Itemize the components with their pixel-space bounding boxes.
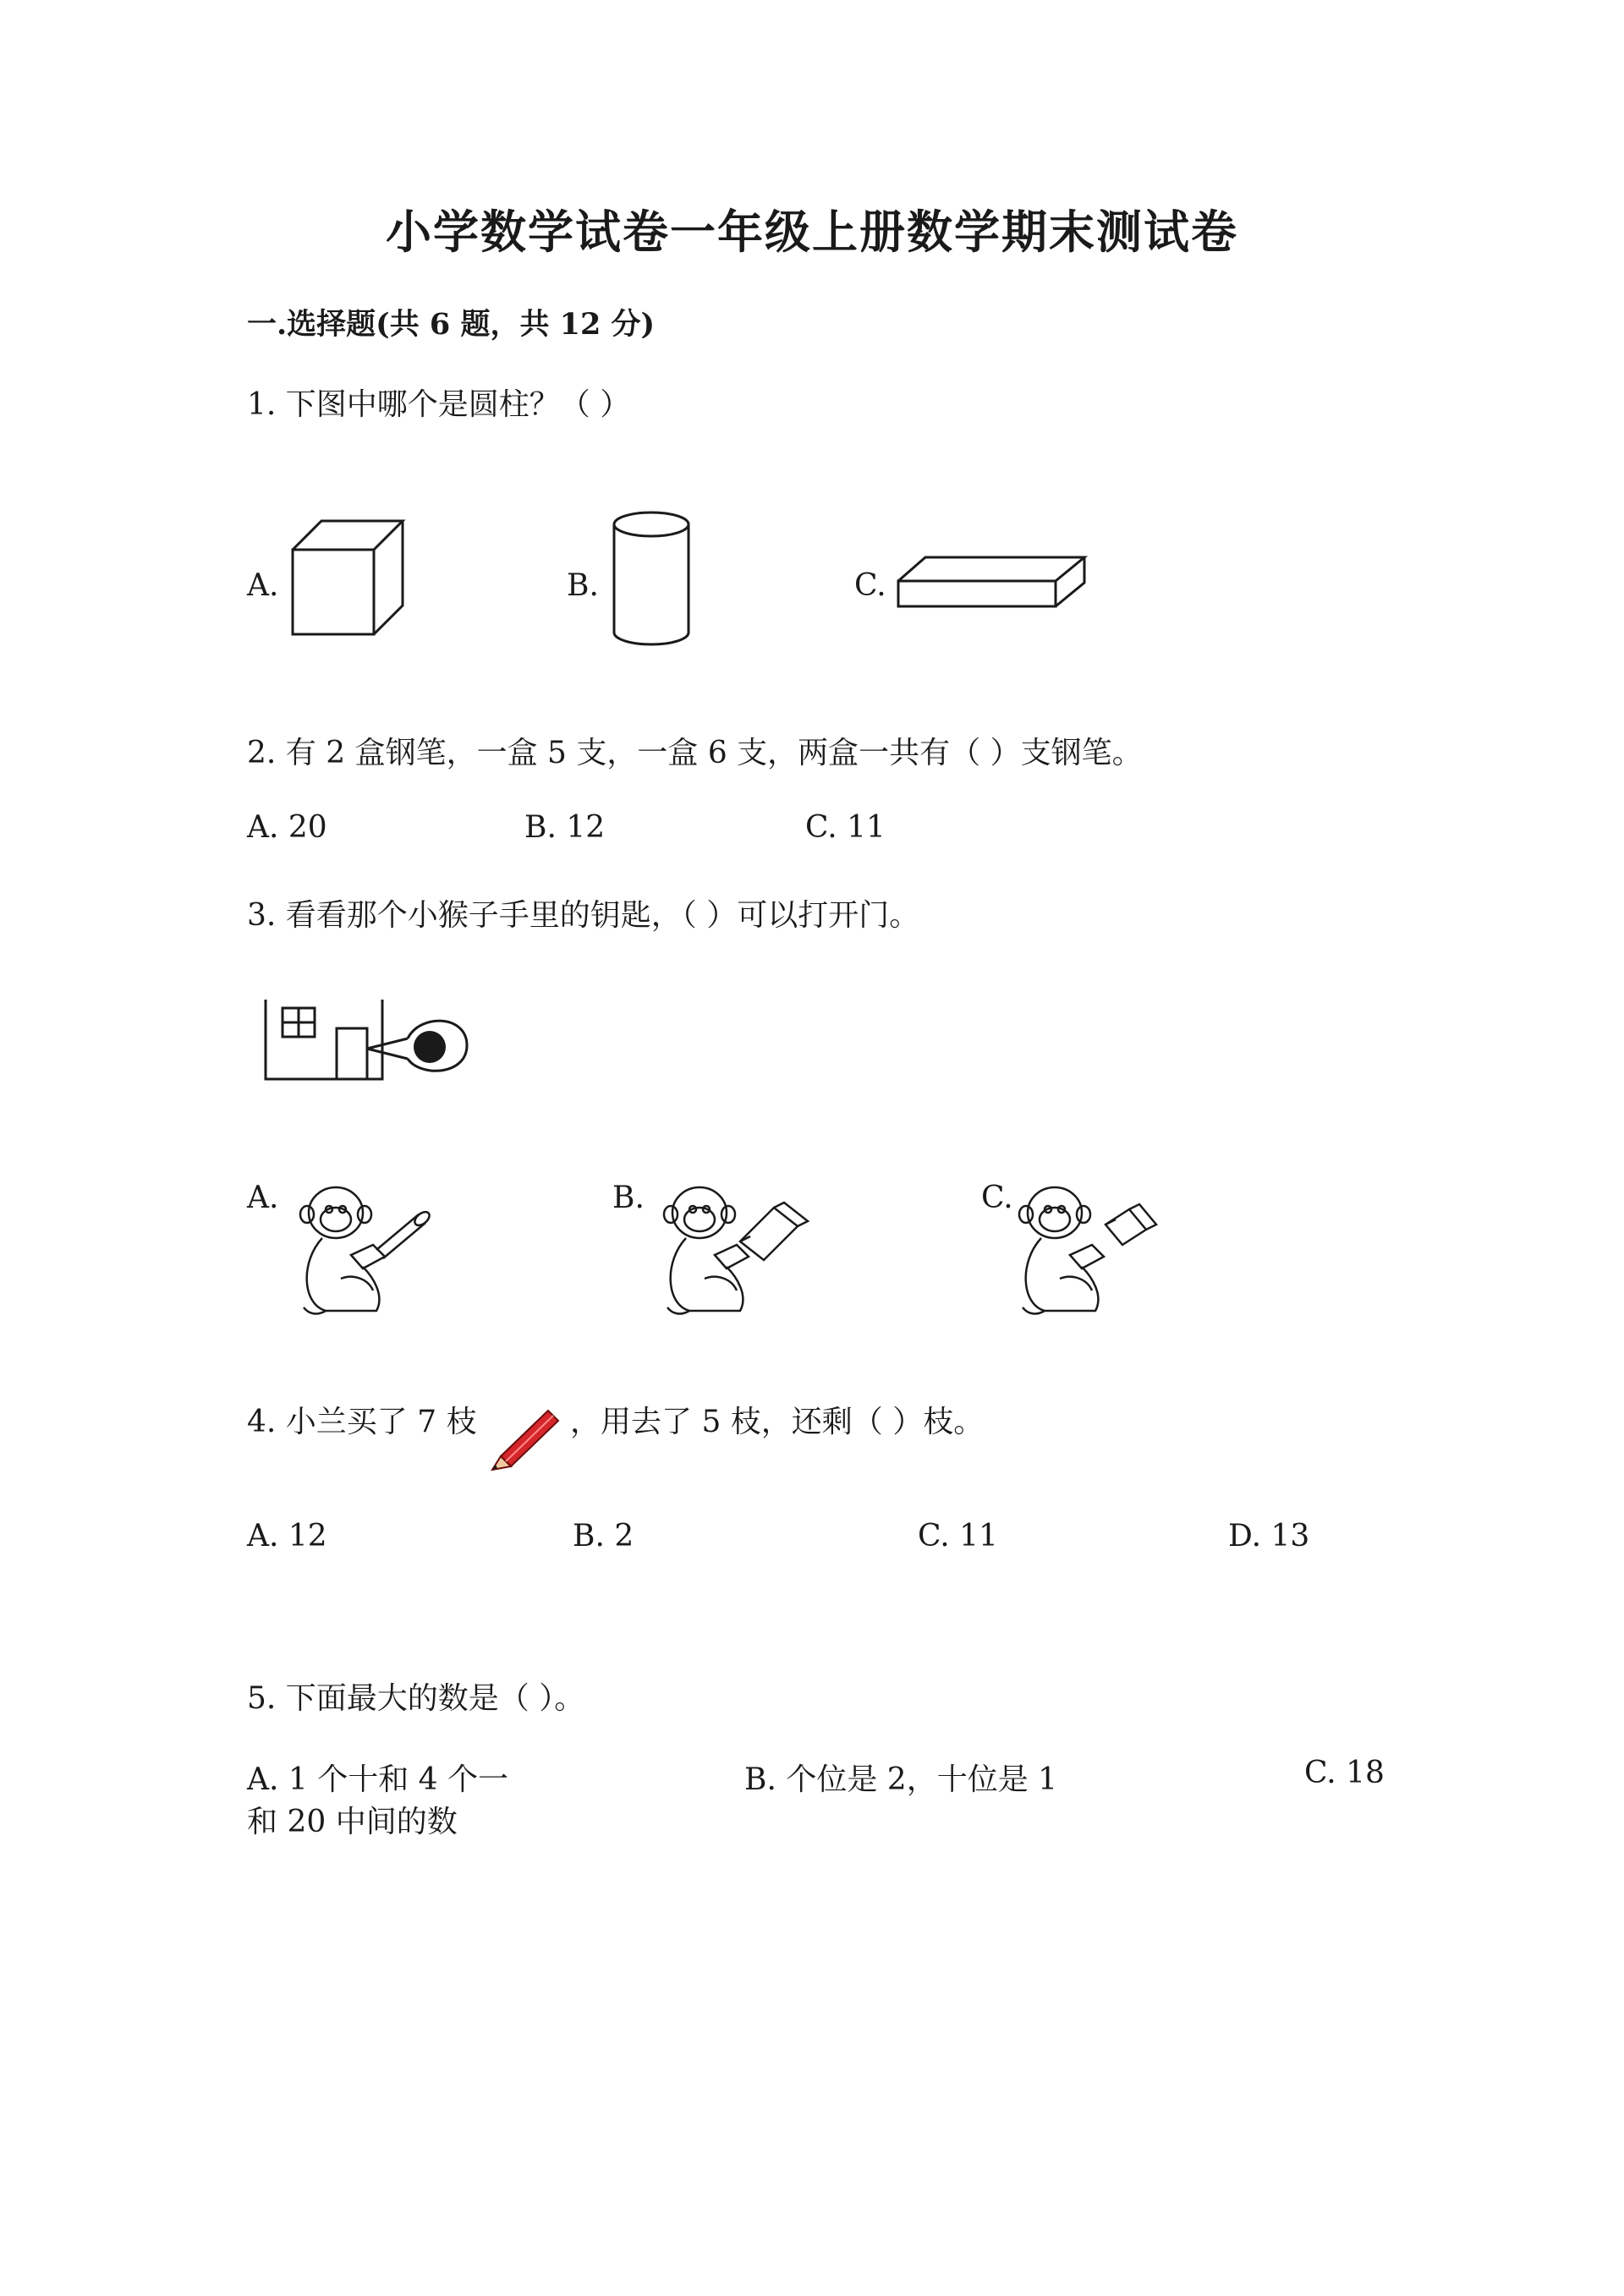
cylinder-icon: [609, 509, 694, 649]
page-title: 小学数学试卷一年级上册数学期末测试卷: [386, 205, 1238, 259]
red-pencil-icon: [489, 1404, 565, 1471]
door-keyhole-icon: [264, 998, 474, 1082]
monkey-prism-key-icon: [656, 1177, 816, 1321]
q1-option-c-label: C.: [854, 568, 886, 603]
q2-option-c: C. 11: [805, 810, 886, 845]
q5-option-a: A. 1 个十和 4 个一: [247, 1762, 509, 1797]
q2-option-a: A. 20: [247, 810, 327, 845]
section-heading: 一.选择题(共 6 题，共 12 分): [247, 307, 656, 342]
q5-option-a-continued: 和 20 中间的数: [247, 1805, 458, 1839]
question-3-text: 3. 看看那个小猴子手里的钥匙，（ ）可以打开门。: [247, 898, 920, 933]
q1-option-a-label: A.: [247, 568, 279, 603]
question-4-text-before: 4. 小兰买了 7 枝: [247, 1405, 477, 1439]
q4-option-b: B. 2: [573, 1519, 634, 1553]
q4-option-c: C. 11: [918, 1519, 998, 1553]
q1-option-b-label: B.: [567, 568, 599, 603]
q4-option-a: A. 12: [247, 1519, 327, 1553]
cuboid-icon: [895, 554, 1089, 613]
monkey-cylinder-key-icon: [292, 1177, 444, 1321]
question-1-text: 1. 下图中哪个是圆柱？（ ）: [247, 387, 631, 422]
q5-option-c: C. 18: [1304, 1756, 1385, 1790]
monkey-cube-key-icon: [1011, 1177, 1163, 1321]
question-2-text: 2. 有 2 盒钢笔，一盒 5 支，一盒 6 支，两盒一共有（ ）支钢笔。: [247, 736, 1143, 770]
q5-option-b: B. 个位是 2，十位是 1: [744, 1762, 1058, 1797]
question-4-text-after: ，用去了 5 枝，还剩（ ）枝。: [570, 1405, 985, 1439]
cube-icon: [288, 518, 406, 640]
q3-option-b-label: B.: [612, 1181, 645, 1215]
q2-option-b: B. 12: [524, 810, 606, 845]
q3-option-c-label: C.: [981, 1181, 1013, 1215]
q4-option-d: D. 13: [1228, 1519, 1310, 1553]
q3-option-a-label: A.: [247, 1181, 279, 1215]
question-5-text: 5. 下面最大的数是（ ）。: [247, 1681, 585, 1716]
